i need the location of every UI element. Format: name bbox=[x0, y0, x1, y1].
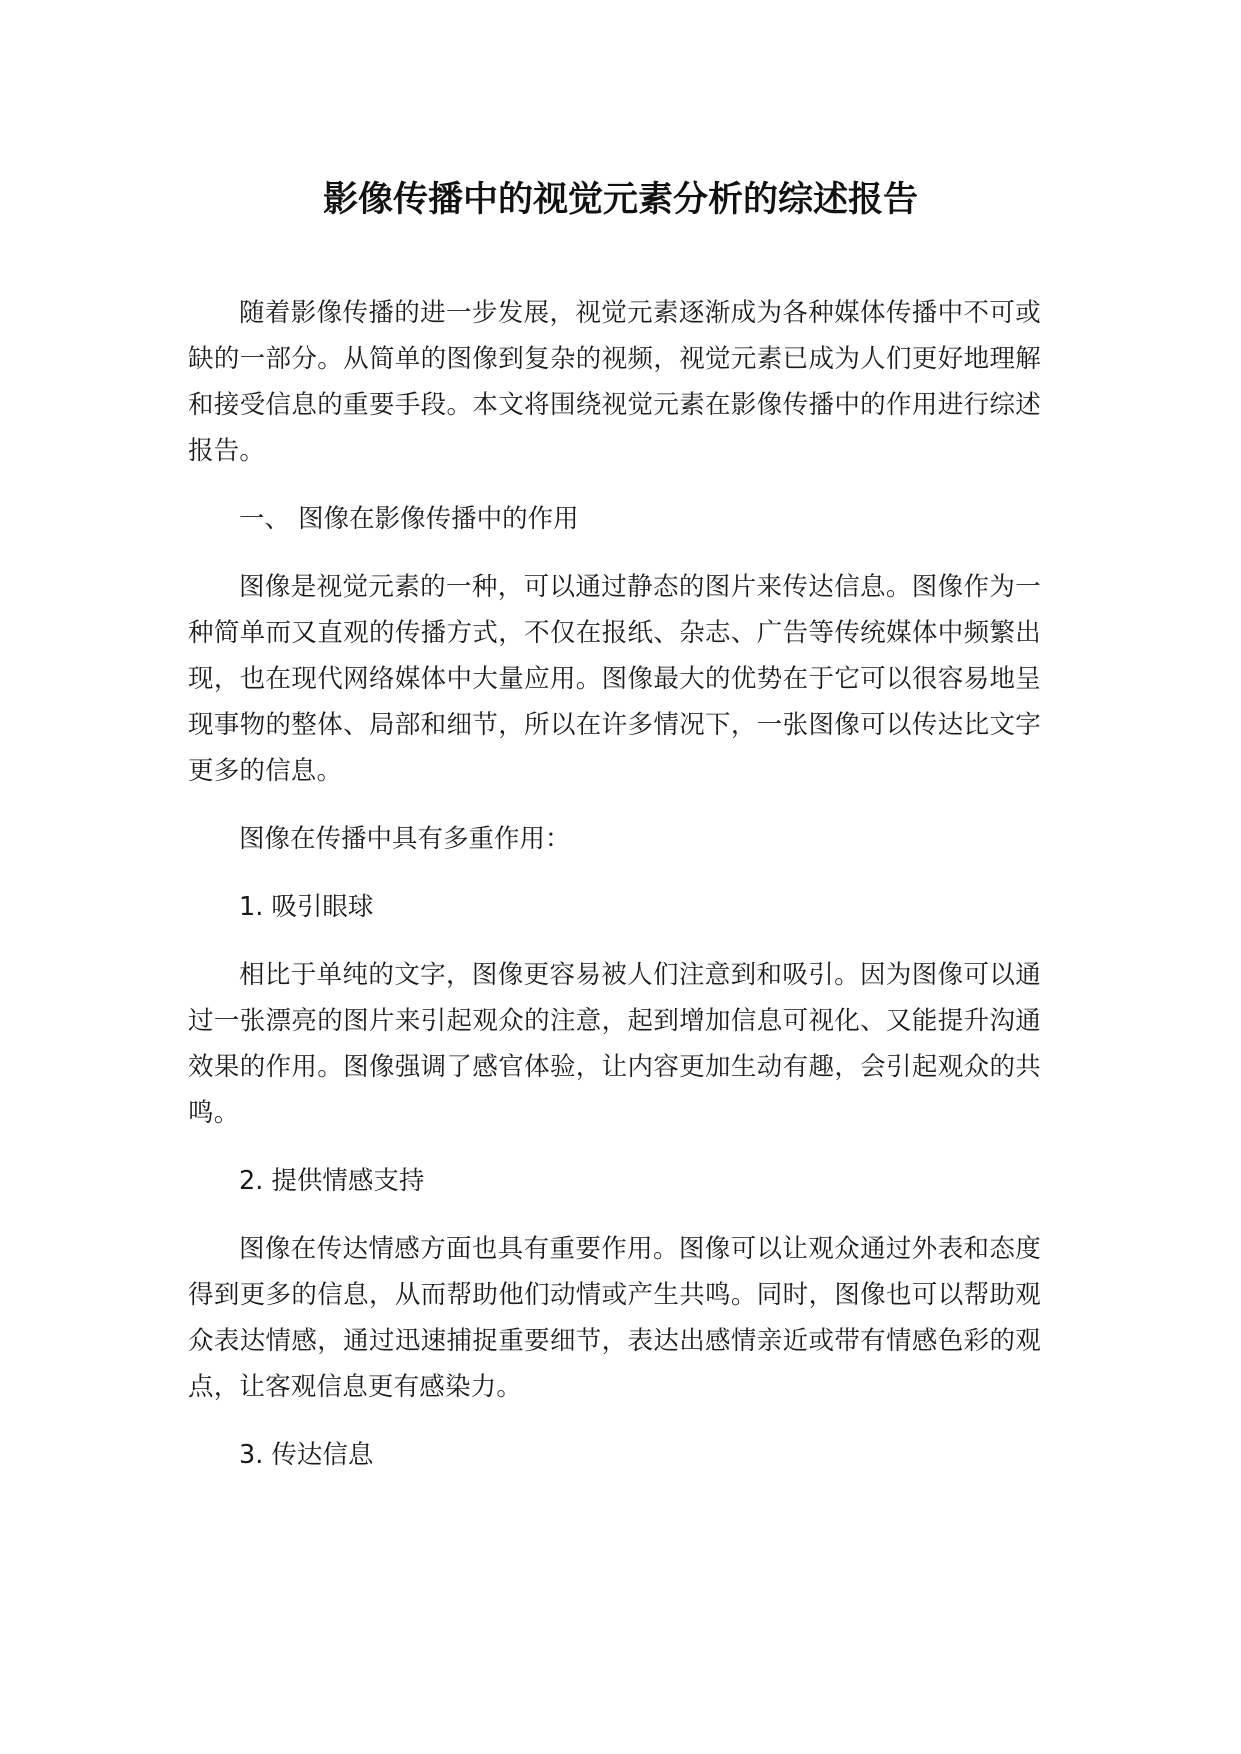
subheading-emotional-support: 2. 提供情感支持 bbox=[239, 1166, 425, 1196]
subheading-attract-attention: 1. 吸引眼球 bbox=[239, 892, 374, 922]
attract-attention-paragraph: 相比于单纯的文字，图像更容易被人们注意到和吸引。因为图像可以通过一张漂亮的图片来引起观众的注意，起到增加信息可视化、又能提升沟通效果的作用。图像强调了感官体验，让内容更加生动有趣，会引起观众的共鸣。 bbox=[188, 960, 1041, 1128]
document-body bbox=[188, 290, 1041, 1500]
document-title: 影像传播中的视觉元素分析的综述报告 bbox=[322, 180, 918, 220]
intro-paragraph: 随着影像传播的进一步发展，视觉元素逐渐成为各种媒体传播中不可或缺的一部分。从简单的图像到复杂的视频，视觉元素已成为人们更好地理解和接受信息的重要手段。本文将围绕视觉元素在影像传播中的作用进行综述报告。 bbox=[188, 298, 1041, 466]
subheading-convey-information: 3. 传达信息 bbox=[239, 1440, 374, 1470]
roles-intro-line: 图像在传播中具有多重作用： bbox=[239, 824, 571, 854]
emotional-support-paragraph: 图像在传达情感方面也具有重要作用。图像可以让观众通过外表和态度得到更多的信息，从而帮助他们动情或产生共鸣。同时，图像也可以帮助观众表达情感，通过迅速捕捉重要细节，表达出感情亲近或带有情感色彩的观点，让客观信息更有感染力。 bbox=[188, 1234, 1041, 1402]
section-heading-1: 一、 图像在影像传播中的作用 bbox=[239, 504, 579, 534]
image-role-paragraph: 图像是视觉元素的一种，可以通过静态的图片来传达信息。图像作为一种简单而又直观的传播方式，不仅在报纸、杂志、广告等传统媒体中频繁出现，也在现代网络媒体中大量应用。图像最大的优势在于它可以很容易地呈现事物的整体、局部和细节，所以在许多情况下，一张图像可以传达比文字更多的信息。 bbox=[188, 572, 1041, 786]
